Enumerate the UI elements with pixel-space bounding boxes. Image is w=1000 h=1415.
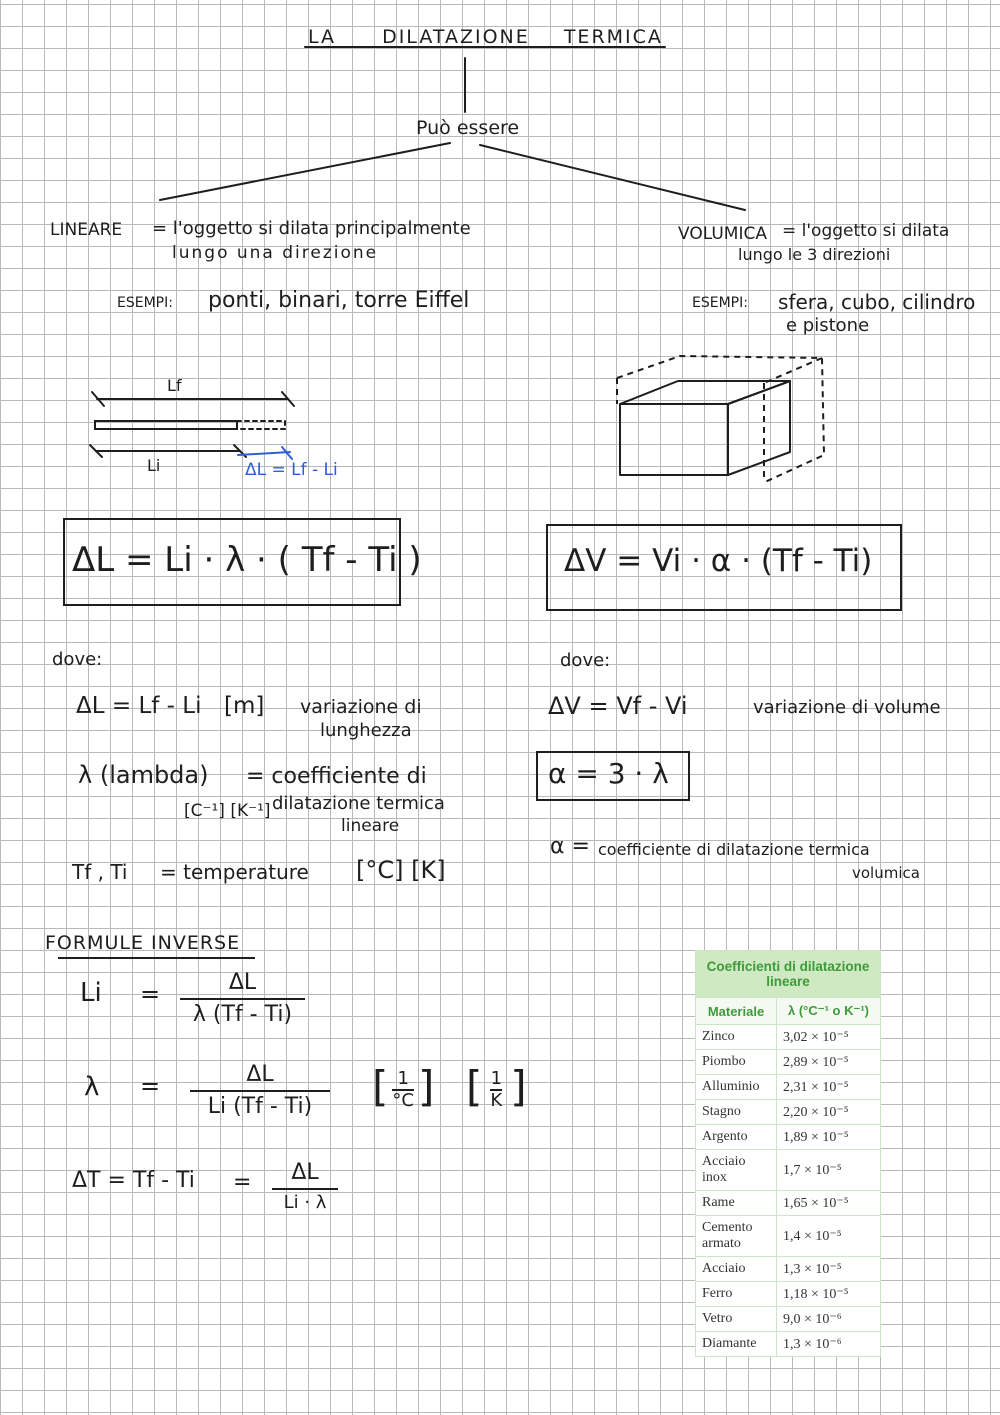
table-cell-value: 1,4 × 10⁻⁵ [777,1216,881,1257]
table-cell-value: 1,7 × 10⁻⁵ [777,1150,881,1191]
delta-t-inverse-denominator: Li · λ [283,1192,327,1213]
delta-dimension-line [238,452,290,455]
box-side [728,381,790,475]
right-dove-label: dove: [560,650,611,671]
table-cell-value: 2,31 × 10⁻⁵ [777,1075,881,1100]
alpha-description-line1: coefficiente di dilatazione termica [598,840,870,859]
delta-t-inverse-fraction [272,1162,338,1212]
alpha-symbol: α = [550,834,590,859]
coefficients-table [695,950,881,1357]
lineare-examples: ponti, binari, torre Eiffel [208,288,470,313]
lambda-inverse-denominator: Li (Tf - Ti) [207,1094,313,1119]
tree-branch-right [480,145,745,210]
volumica-label: VOLUMICA [678,224,767,244]
table-cell-material: Diamante [696,1332,777,1357]
unit-kelvin-numerator: 1 [490,1067,503,1089]
linear-formula: ΔL = Li · λ · ( Tf - Ti ) [72,540,422,580]
table-cell-material: Ferro [696,1282,777,1307]
li-inverse-numerator: ΔL [228,970,257,995]
table-title: Coefficienti di dilatazione lineare [696,951,881,998]
volumica-examples-label: ESEMPI: [692,295,748,311]
table-row [696,1216,881,1257]
title-word-la: LA [308,26,337,48]
delta-t-inverse-equals: = [233,1170,252,1195]
delta-l-label: ΔL = Lf - Li [245,460,338,480]
lambda-description-line3: lineare [341,816,400,836]
table-row [696,1332,881,1357]
table-cell-value: 2,20 × 10⁻⁵ [777,1100,881,1125]
unit-bracket-celsius: [ $\frac{1}{^\circ C}$] [372,1062,435,1111]
lambda-symbol: λ (lambda) [78,761,209,789]
lineare-examples-label: ESEMPI: [117,295,173,311]
table-cell-material: Rame [696,1191,777,1216]
table-cell-value: 1,89 × 10⁻⁵ [777,1125,881,1150]
table-cell-material: Acciaio [696,1257,777,1282]
table-cell-material: Alluminio [696,1075,777,1100]
delta-t-inverse-numerator: ΔL [291,1160,319,1185]
table-cell-value: 1,3 × 10⁻⁶ [777,1332,881,1357]
table-header-lambda: λ (°C⁻¹ o K⁻¹) [777,998,881,1025]
table-cell-value: 2,89 × 10⁻⁵ [777,1050,881,1075]
table-row [696,1282,881,1307]
lineare-label: LINEARE [50,220,123,240]
box-front [620,404,728,475]
table-header-material: Materiale [696,998,777,1025]
lineare-definition-line1: = l'oggetto si dilata principalmente [152,218,471,239]
table-row [696,1050,881,1075]
bar-extension [237,421,285,429]
volumica-definition-line1: = l'oggetto si dilata [782,221,950,241]
delta-v-definition: ΔV = Vf - Vi [548,692,688,720]
table-cell-material: Zinco [696,1025,777,1050]
delta-l-definition: ΔL = Lf - Li [76,693,202,719]
unit-kelvin-denominator: K [490,1089,503,1111]
lambda-description-line1: = coefficiente di [246,764,427,789]
title-word-dilatazione: DILATAZIONE [382,26,530,48]
volumica-examples-line1: sfera, cubo, cilindro [778,290,976,314]
lambda-inverse-equals: = [140,1072,161,1100]
table-cell-material: Stagno [696,1100,777,1125]
li-inverse-equals: = [140,980,161,1008]
table-cell-material: Cemento armato [696,1216,777,1257]
delta-l-description-line1: variazione di [300,696,422,718]
table-row [696,1100,881,1125]
lambda-description-line2: dilatazione termica [272,793,445,814]
unit-bracket-kelvin: [ $\frac{1}{K}$ ] [466,1062,527,1111]
lambda-inverse-fraction [190,1064,330,1118]
li-label: Li [147,456,161,475]
delta-v-description: variazione di volume [753,697,941,718]
table-row [696,1075,881,1100]
temperature-symbol: Tf , Ti [72,860,128,884]
table-cell-material: Argento [696,1125,777,1150]
delta-l-unit: [m] [224,693,265,719]
table-cell-value: 1,3 × 10⁻⁵ [777,1257,881,1282]
page-title [308,28,663,47]
table-cell-value: 1,18 × 10⁻⁵ [777,1282,881,1307]
bar-initial [95,421,237,429]
table-row [696,1025,881,1050]
table-row [696,1150,881,1191]
table-row [696,1191,881,1216]
table-cell-material: Acciaio inox [696,1150,777,1191]
li-inverse-denominator: λ (Tf - Ti) [192,1002,293,1027]
branch-label: Può essere [416,117,520,139]
box-expanded-outline [617,356,824,482]
lf-label: Lf [167,376,182,395]
left-dove-label: dove: [52,649,103,670]
table-row [696,1257,881,1282]
delta-l-description-line2: lunghezza [320,720,412,741]
table-row [696,1307,881,1332]
alpha-relation: α = 3 · λ [548,757,669,790]
table-cell-material: Piombo [696,1050,777,1075]
lambda-inverse-numerator: ΔL [246,1062,274,1087]
volumica-examples-line2: e pistone [786,315,870,336]
lambda-unit: [C⁻¹] [K⁻¹] [184,801,271,821]
table-row [696,1125,881,1150]
lambda-inverse-lhs: λ [84,1072,100,1102]
temperature-description: = temperature [160,860,309,884]
lineare-definition-line2: lungo una direzione [172,243,379,263]
unit-celsius-denominator: °C [392,1089,414,1111]
tree-branch-left [160,143,450,200]
delta-t-inverse-lhs: ΔT = Tf - Ti [72,1168,195,1193]
table-cell-value: 9,0 × 10⁻⁶ [777,1307,881,1332]
title-word-termica: TERMICA [563,26,663,48]
volumica-definition-line2: lungo le 3 direzioni [738,245,891,264]
inverse-formulas-title: FORMULE INVERSE [45,932,241,954]
unit-celsius-numerator: 1 [397,1067,409,1089]
table-cell-material: Vetro [696,1307,777,1332]
table-cell-value: 3,02 × 10⁻⁵ [777,1025,881,1050]
alpha-description-line2: volumica [852,864,920,882]
table-cell-value: 1,65 × 10⁻⁵ [777,1191,881,1216]
temperature-units: [°C] [K] [356,856,446,884]
li-inverse-fraction [180,972,305,1026]
volume-formula: ΔV = Vi · α · (Tf - Ti) [564,543,873,579]
li-inverse-lhs: Li [80,978,102,1008]
